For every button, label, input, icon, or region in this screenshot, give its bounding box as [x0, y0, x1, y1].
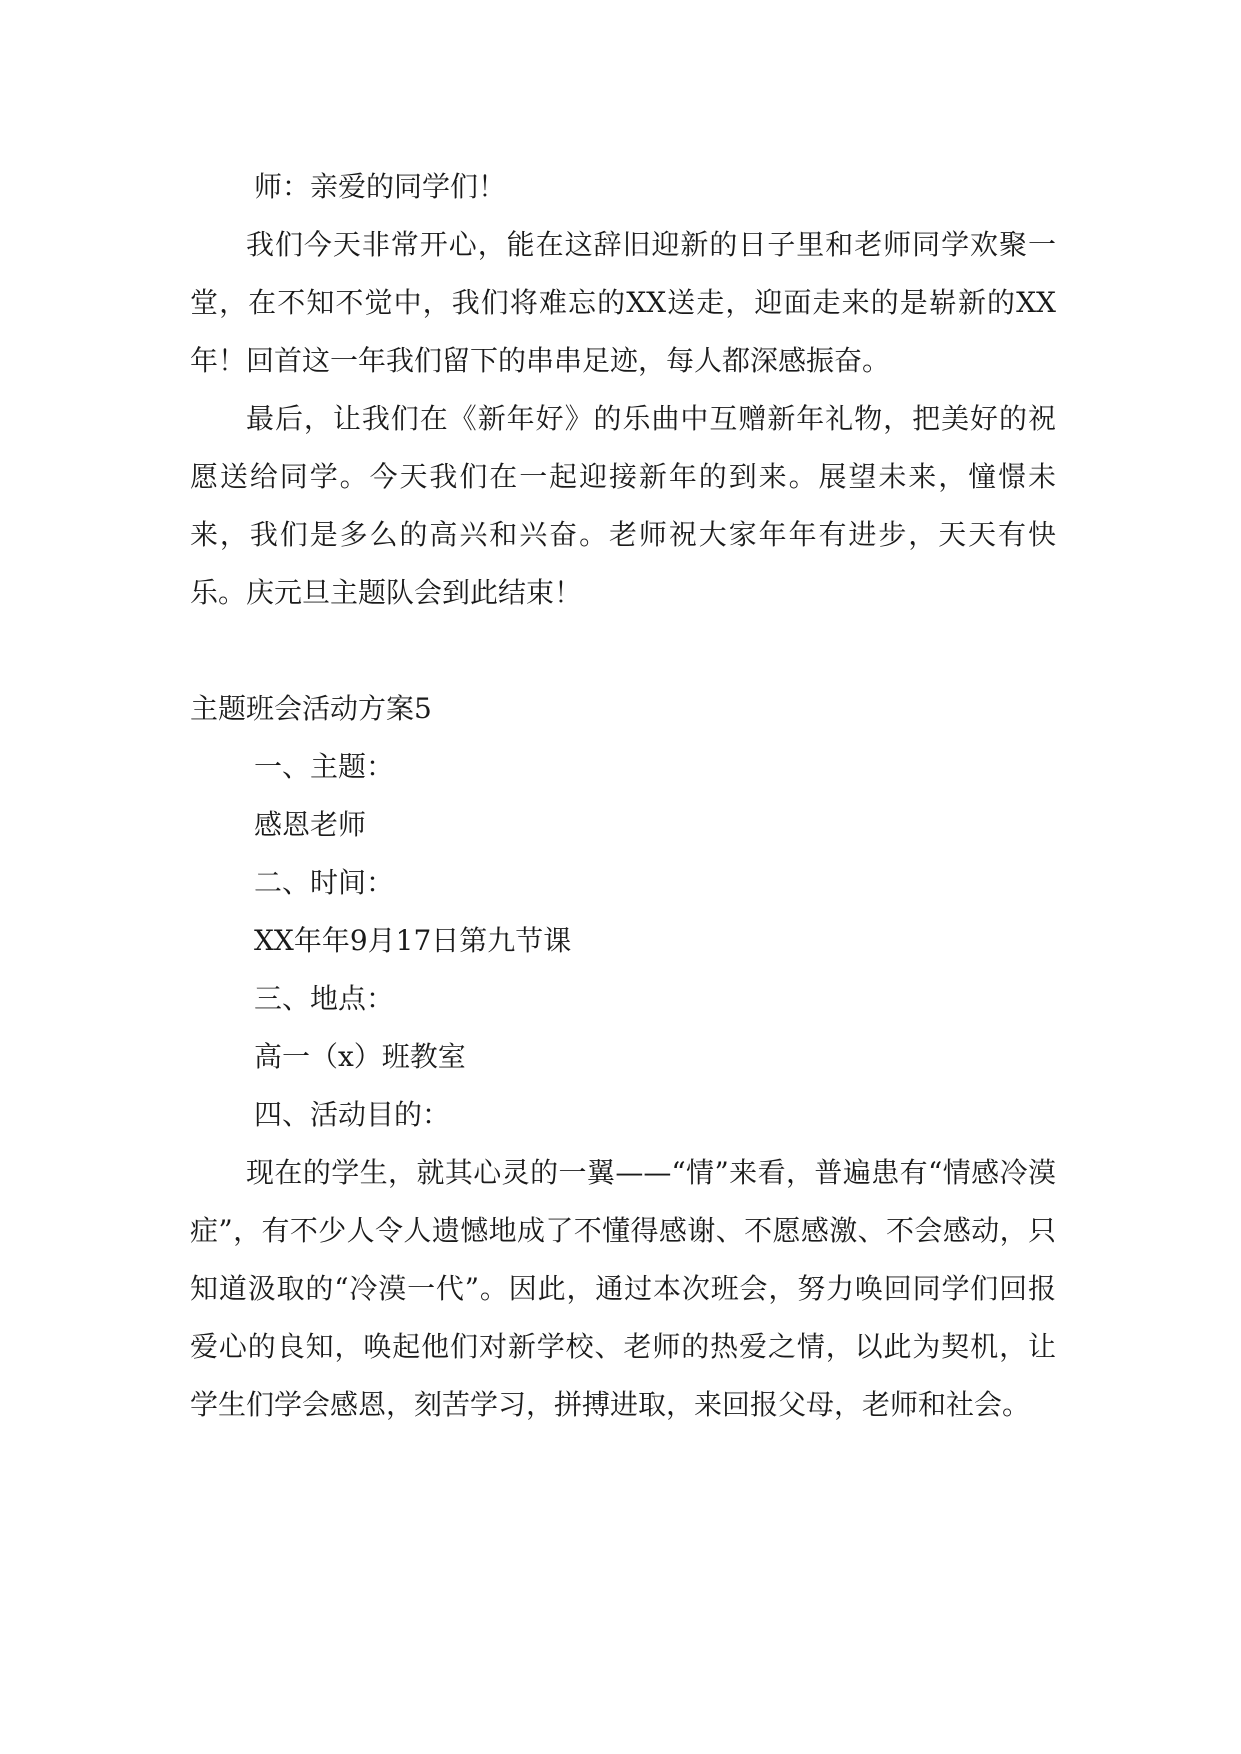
paragraph-closing-remarks: 最后，让我们在《新年好》的乐曲中互赠新年礼物，把美好的祝愿送给同学。今天我们在一起迎接新年的到来。展望未来，憧憬未来，我们是多么的高兴和兴奋。老师祝大家年年有进步，天天有快乐。庆元旦主题队会到此结束！: [190, 402, 1056, 609]
document-body: [190, 158, 1056, 1434]
place-heading: 三、地点：: [254, 982, 395, 1015]
paragraph-new-year-gathering: 我们今天非常开心，能在这辞旧迎新的日子里和老师同学欢聚一堂，在不知不觉中，我们将难忘的XX送走，迎面走来的是崭新的XX年！回首这一年我们留下的串串足迹，每人都深感振奋。: [190, 228, 1056, 377]
time-value: XX年年9月17日第九节课: [254, 924, 572, 957]
time-heading: 二、时间：: [254, 866, 395, 899]
section-title: 主题班会活动方案5: [190, 692, 432, 725]
purpose-heading: 四、活动目的：: [254, 1098, 451, 1131]
place-value: 高一（x）班教室: [254, 1040, 466, 1073]
section-spacer: [190, 622, 1056, 680]
purpose-paragraph: 现在的学生，就其心灵的一翼——“情”来看，普遍患有“情感冷漠症”，有不少人令人遗憾地成了不懂得感谢、不愿感激、不会感动，只知道汲取的“冷漠一代”。因此，通过本次班会，努力唤回同学们回报爱心的良知，唤起他们对新学校、老师的热爱之情，以此为契机，让学生们学会感恩，刻苦学习，拼搏进取，来回报父母，老师和社会。: [190, 1156, 1056, 1421]
theme-value: 感恩老师: [254, 808, 367, 841]
greeting-line: 师：亲爱的同学们！: [254, 170, 507, 203]
theme-heading: 一、主题：: [254, 750, 395, 783]
